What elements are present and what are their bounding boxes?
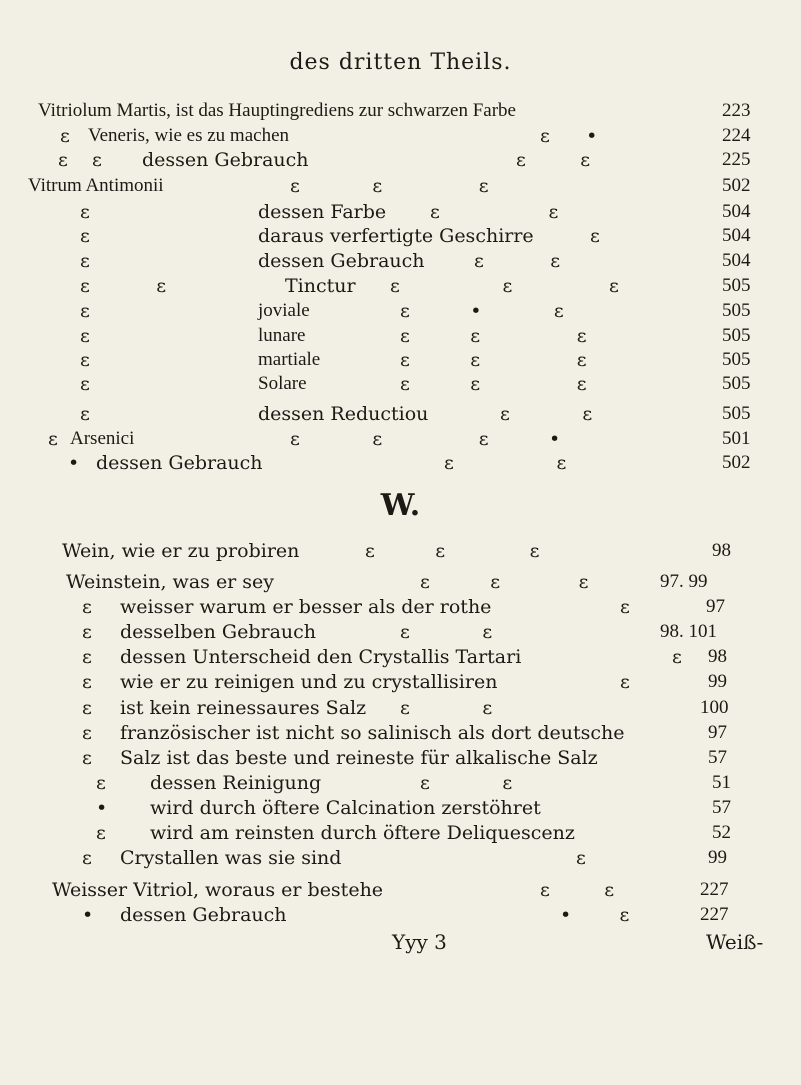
- index-entry: ε dessen Reinigung ε ε 51: [96, 772, 731, 794]
- page-ref: 501: [722, 428, 751, 449]
- entry-text: dessen Farbe: [258, 201, 387, 223]
- index-entry: ε Solare ε ε ε 505: [80, 373, 751, 395]
- entry-text: dessen Gebrauch: [142, 149, 309, 171]
- index-entry: ε ε Tinctur ε ε ε 505: [80, 275, 751, 297]
- index-entry: ε joviale ε • ε 505: [80, 300, 751, 322]
- entry-text: daraus verfertigte Geschirre: [258, 225, 534, 247]
- page-ref: 505: [722, 325, 751, 346]
- page-ref: 227: [700, 904, 729, 925]
- page-ref: 99: [708, 671, 727, 692]
- signature-mark: Yyy 3: [392, 930, 447, 954]
- index-entry: ε desselben Gebrauch ε ε 98. 101: [82, 621, 717, 643]
- page-ref: 97. 99: [660, 571, 708, 592]
- entry-text: wird durch öftere Calcination zerstöhret: [150, 797, 541, 819]
- entry-text: dessen Gebrauch: [120, 904, 287, 926]
- index-entry: ε dessen Farbe ε ε 504: [80, 201, 751, 223]
- page-ref: 505: [722, 349, 751, 370]
- index-entry: ε französischer ist nicht so salinisch als dort deutsche 97: [82, 722, 727, 744]
- index-entry: ε dessen Gebrauch ε ε 504: [80, 250, 751, 272]
- page-ref: 504: [722, 225, 751, 246]
- entry-text: Vitriolum Martis, ist das Hauptingrediens zur schwarzen Farbe: [38, 100, 516, 121]
- page-ref: 98: [712, 540, 731, 561]
- index-entry: ε ε dessen Gebrauch ε ε 225: [58, 149, 751, 171]
- entry-text: dessen Reductiou: [258, 403, 429, 425]
- entry-text: desselben Gebrauch: [120, 621, 317, 643]
- index-entry: • dessen Gebrauch • ε 227: [82, 904, 729, 926]
- entry-text: Weinstein, was er sey: [66, 571, 275, 593]
- index-entry: ε dessen Unterscheid den Crystallis Tartari ε 98: [82, 646, 727, 668]
- page-ref: 51: [712, 772, 731, 793]
- page-ref: 504: [722, 201, 751, 222]
- entry-text: dessen Gebrauch: [96, 452, 263, 474]
- index-entry: ε daraus verfertigte Geschirre ε 504: [80, 225, 751, 247]
- entry-text: Arsenici: [70, 428, 135, 449]
- entry-text: Crystallen was sie sind: [120, 847, 342, 869]
- page-footer: [0, 930, 801, 960]
- page-ref: 98. 101: [660, 621, 717, 642]
- entry-text: Wein, wie er zu probiren: [62, 540, 300, 562]
- entry-text: weisser warum er besser als der rothe: [120, 596, 492, 618]
- entry-text: Weisser Vitriol, woraus er bestehe: [52, 879, 384, 901]
- entry-text: wird am reinsten durch öftere Deliquescenz: [150, 822, 575, 844]
- page-ref: 99: [708, 847, 727, 868]
- page-ref: 223: [722, 100, 751, 121]
- page-ref: 52: [712, 822, 731, 843]
- index-entry: ε dessen Reductiou ε ε 505: [80, 403, 751, 425]
- entry-text: Tinctur: [285, 275, 356, 297]
- page-ref: 505: [722, 300, 751, 321]
- index-entry: • dessen Gebrauch ε ε 502: [68, 452, 751, 474]
- page-ref: 227: [700, 879, 729, 900]
- index-entry: Vitrum Antimonii ε ε ε 502: [28, 175, 751, 197]
- entry-text: dessen Gebrauch: [258, 250, 425, 272]
- entry-text: ist kein reinessaures Salz: [120, 697, 367, 719]
- page-ref: 57: [712, 797, 731, 818]
- page-ref: 97: [708, 722, 727, 743]
- entry-text: martiale: [258, 349, 321, 370]
- index-entry: ε wie er zu reinigen und zu crystallisiren ε 99: [82, 671, 727, 693]
- index-entry: ε Veneris, wie es zu machen ε • 224: [60, 125, 751, 147]
- page-ref: 505: [722, 403, 751, 424]
- running-header: des dritten Theils.: [289, 50, 512, 75]
- page-ref: 505: [722, 373, 751, 394]
- index-entry: ε ist kein reinessaures Salz ε ε 100: [82, 697, 729, 719]
- index-entry: Weisser Vitriol, woraus er bestehe ε ε 227: [52, 879, 729, 901]
- index-entry: ε wird am reinsten durch öftere Deliquescenz 52: [96, 822, 731, 844]
- entry-text: Solare: [258, 373, 307, 394]
- entry-text: dessen Reinigung: [150, 772, 322, 794]
- index-entry: ε lunare ε ε ε 505: [80, 325, 751, 347]
- page-ref: 504: [722, 250, 751, 271]
- page-ref: 98: [708, 646, 727, 667]
- page-ref: 225: [722, 149, 751, 170]
- page-ref: 100: [700, 697, 729, 718]
- page-ref: 505: [722, 275, 751, 296]
- index-entry: ε martiale ε ε ε 505: [80, 349, 751, 371]
- entry-text: Vitrum Antimonii: [28, 175, 164, 196]
- index-entry: ε weisser warum er besser als der rothe ε 97: [82, 596, 725, 618]
- entry-text: lunare: [258, 325, 306, 346]
- entry-text: joviale: [258, 300, 310, 321]
- entry-text: wie er zu reinigen und zu crystallisiren: [120, 671, 498, 693]
- entry-text: dessen Unterscheid den Crystallis Tartari: [120, 646, 522, 668]
- page-ref: 97: [706, 596, 725, 617]
- index-entry: ε Salz ist das beste und reineste für alkalische Salz 57: [82, 747, 727, 769]
- index-entry: ε Crystallen was sie sind ε 99: [82, 847, 727, 869]
- entry-text: Veneris, wie es zu machen: [88, 125, 290, 146]
- section-heading: W.: [380, 488, 421, 523]
- entry-text: Salz ist das beste und reineste für alkalische Salz: [120, 747, 598, 769]
- page-ref: 224: [722, 125, 751, 146]
- page-ref: 502: [722, 175, 751, 196]
- index-entry: ε Arsenici ε ε ε • 501: [48, 428, 751, 450]
- page-ref: 57: [708, 747, 727, 768]
- index-entry: [0, 100, 801, 128]
- index-entry: Wein, wie er zu probiren ε ε ε 98: [62, 540, 731, 562]
- entry-text: französischer ist nicht so salinisch als dort deutsche: [120, 722, 625, 744]
- index-entry: Weinstein, was er sey ε ε ε 97. 99: [66, 571, 708, 593]
- index-entry: • wird durch öftere Calcination zerstöhret 57: [96, 797, 731, 819]
- catchword: Weiß-: [706, 930, 764, 954]
- page-ref: 502: [722, 452, 751, 473]
